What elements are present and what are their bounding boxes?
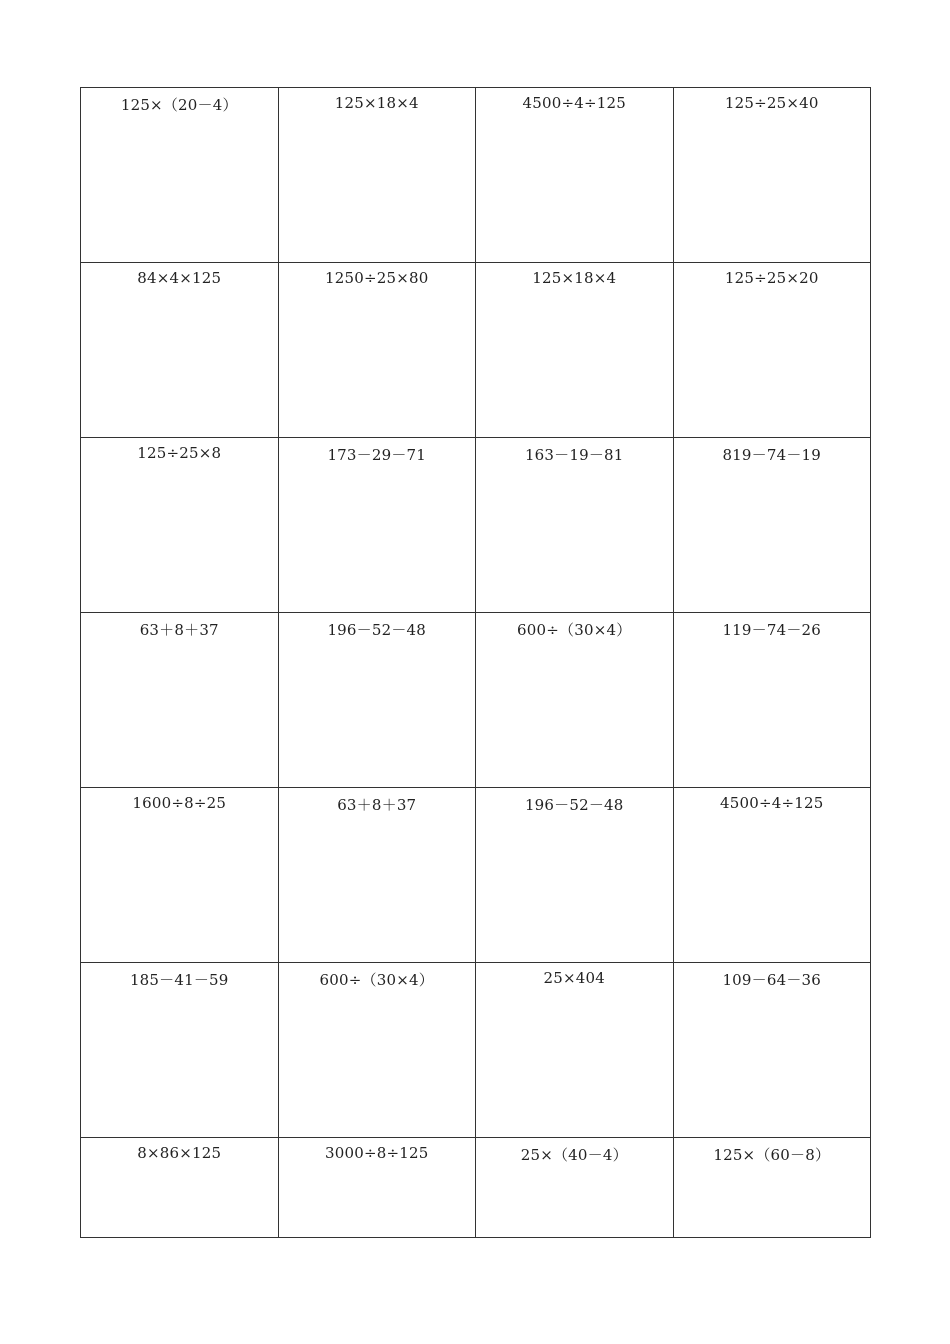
problem-row <box>81 613 871 788</box>
problem-expression: 4500÷4÷125 <box>522 94 626 112</box>
problem-expression: 125×18×4 <box>334 94 419 112</box>
problem-expression: 125×18×4 <box>532 269 617 287</box>
problem-row <box>81 963 871 1138</box>
problem-expression: 8×86×125 <box>137 1144 222 1162</box>
problem-cell[interactable] <box>673 613 871 788</box>
problem-expression: 125÷25×40 <box>724 94 819 112</box>
problem-expression: 1600÷8÷25 <box>132 794 227 812</box>
problem-row <box>81 1138 871 1238</box>
problem-expression: 25×404 <box>543 969 605 987</box>
problem-cell[interactable] <box>278 1138 476 1238</box>
problem-expression: 63＋8＋37 <box>139 621 219 639</box>
problem-cell[interactable] <box>476 263 674 438</box>
problem-row <box>81 263 871 438</box>
problem-cell[interactable] <box>673 788 871 963</box>
problem-expression: 173－29－71 <box>327 446 427 464</box>
problem-cell[interactable] <box>81 963 279 1138</box>
problem-expression: 109－64－36 <box>722 971 822 989</box>
problem-expression: 4500÷4÷125 <box>720 794 824 812</box>
problem-cell[interactable] <box>673 88 871 263</box>
problem-expression: 119－74－26 <box>722 621 822 639</box>
problem-expression: 125÷25×8 <box>137 444 222 462</box>
problem-expression: 84×4×125 <box>137 269 222 287</box>
problem-expression: 1250÷25×80 <box>325 269 429 287</box>
problem-expression: 25×（40－4） <box>520 1146 628 1164</box>
problem-cell[interactable] <box>476 88 674 263</box>
problem-cell[interactable] <box>278 263 476 438</box>
problem-expression: 196－52－48 <box>524 796 624 814</box>
problem-expression: 125×（20－4） <box>120 96 238 114</box>
problem-cell[interactable] <box>81 1138 279 1238</box>
problem-expression: 196－52－48 <box>327 621 427 639</box>
problem-cell[interactable] <box>81 613 279 788</box>
problem-cell[interactable] <box>476 438 674 613</box>
problem-cell[interactable] <box>278 438 476 613</box>
problem-cell[interactable] <box>81 788 279 963</box>
problem-cell[interactable] <box>476 788 674 963</box>
problem-cell[interactable] <box>81 438 279 613</box>
problem-cell[interactable] <box>476 613 674 788</box>
problem-cell[interactable] <box>278 963 476 1138</box>
problem-cell[interactable] <box>278 788 476 963</box>
problem-cell[interactable] <box>673 263 871 438</box>
problem-cell[interactable] <box>476 1138 674 1238</box>
problem-expression: 163－19－81 <box>524 446 624 464</box>
problem-cell[interactable] <box>278 88 476 263</box>
problem-row <box>81 788 871 963</box>
problem-cell[interactable] <box>81 88 279 263</box>
problem-cell[interactable] <box>81 263 279 438</box>
problem-cell[interactable] <box>673 438 871 613</box>
problem-cell[interactable] <box>278 613 476 788</box>
problem-expression: 125×（60－8） <box>713 1146 831 1164</box>
problem-expression: 819－74－19 <box>722 446 822 464</box>
problem-cell[interactable] <box>476 963 674 1138</box>
problem-expression: 600÷（30×4） <box>517 621 632 639</box>
problem-expression: 63＋8＋37 <box>337 796 417 814</box>
problem-expression: 185－41－59 <box>129 971 229 989</box>
problem-expression: 600÷（30×4） <box>319 971 434 989</box>
problem-row <box>81 438 871 613</box>
problem-expression: 125÷25×20 <box>724 269 819 287</box>
problem-cell[interactable] <box>673 1138 871 1238</box>
problem-grid <box>80 87 871 1238</box>
problem-cell[interactable] <box>673 963 871 1138</box>
problem-expression: 3000÷8÷125 <box>325 1144 429 1162</box>
problem-row <box>81 88 871 263</box>
